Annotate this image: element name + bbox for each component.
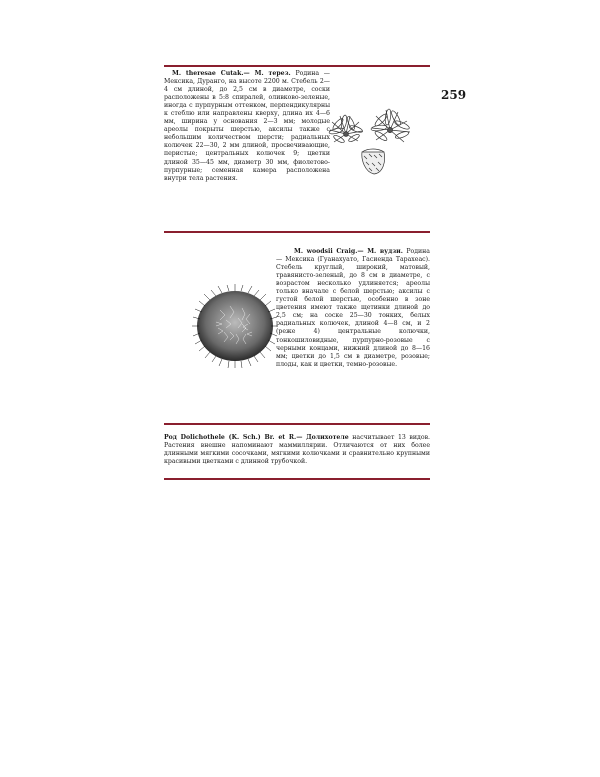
entry-woodsii	[276, 248, 430, 369]
entry-dolichothele-text: насчитывает 13 видов. Растения внешне напоминают маммиллярии. Отличаются от них более длинными мягкими сосочками, мягкими колючками и сравнительно крупными красивыми цветками с длинной трубочкой.	[164, 434, 431, 466]
entry-theresae	[164, 70, 330, 183]
section-rule-1	[164, 231, 430, 233]
page-number: 259	[441, 88, 467, 102]
cactus-flowers-illustration	[324, 108, 424, 180]
entry-woodsii-text: Родина — Мексика (Гуанахуато, Гасиенда Тарахеас). Стебель круглый, широкий, матовый, травянисто-зеленый, до 8 см в диаметре, с возрастом несколько удлиняется; ареолы только вначале с белой шерстью; аксилы с густой белой шерстью, особенно в зоне цветения имеют также щетинки длиной до 2,5 см; на соске 25—30 тонких, белых радиальных колючек, длиной 4—8 см, и 2 (реже 4) центральные колючки, тонкошиловидные, пурпурно-розовые с черными концами, нижний длиной до 8—16 мм; цветки до 1,5 см в диаметре, розовые; плоды, как и цветки, темно-розовые.	[276, 248, 430, 368]
entry-dolichothele	[164, 434, 430, 466]
bottom-rule	[164, 478, 430, 480]
entry-woodsii-body	[276, 248, 430, 369]
top-rule	[164, 65, 430, 67]
entry-dolichothele-body	[164, 434, 430, 466]
entry-theresae-text: Родина — Мексика, Дуранго, на высоте 2200 м. Стебель 2—4 см длиной, до 2,5 см в диаметре, соски расположены в 5:8 спиралей, оливково-зеленые, иногда с пурпурным оттенком, перпендикулярны к стеблю или направлены кверху, длина их 4—6 мм, ширина у основания 2—3 мм; молодые ареолы покрыты шерстью, аксилы также с небольшим количеством шерсти; радиальных колючек 22—30, 2 мм длиной, просвечивающие, перистые; центральных колючек 9; цветки длиной 35—45 мм, диаметр 30 мм, фиолетово-пурпурные; семенная камера расположена внутри тела растения.	[164, 70, 330, 182]
entry-woodsii-heading: M. woodsii Craig.— M. вудзи.	[294, 248, 403, 255]
entry-dolichothele-heading: Род Dolichothele (K. Sch.) Br. et R.— Долихотеле	[164, 434, 349, 441]
round-cactus-illustration	[190, 280, 280, 370]
section-rule-2	[164, 423, 430, 425]
entry-theresae-body	[164, 70, 330, 183]
entry-theresae-heading: M. theresae Cutak.— M. терез.	[172, 70, 291, 77]
